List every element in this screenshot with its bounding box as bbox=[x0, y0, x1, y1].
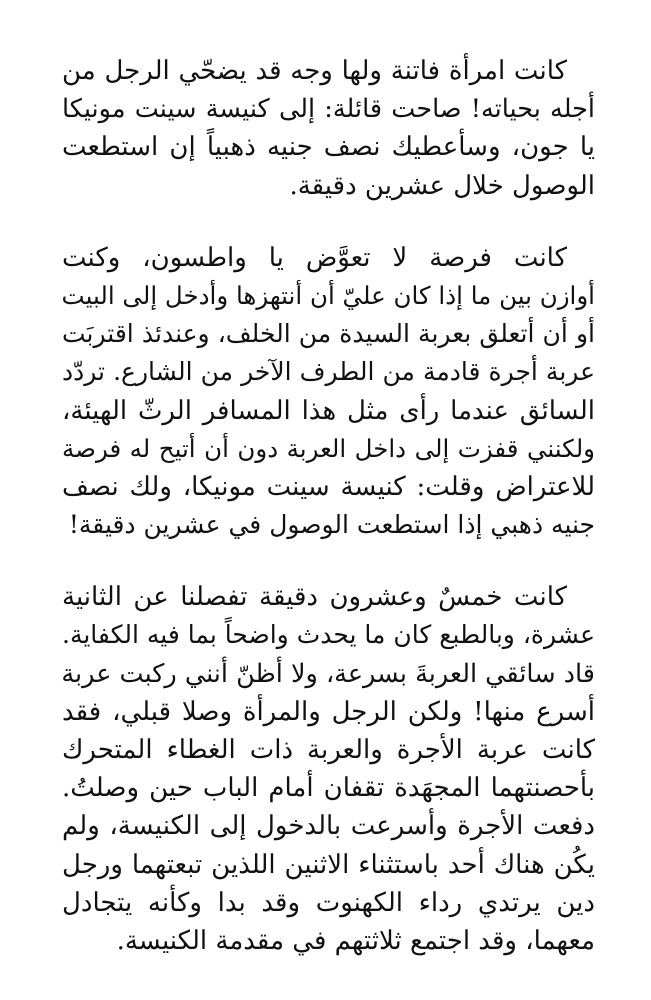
text-line: كانت خمسٌ وعشرون دقيقة تفصلنا عن الثانية bbox=[62, 582, 567, 613]
text-line: قاد سائقي العربةَ بسرعة، ولا أظنّ أنني ركبت عربة bbox=[61, 658, 595, 689]
text-line: كانت امرأة فاتنة ولها وجه قد يضحّي الرجل من bbox=[62, 56, 567, 86]
text-line: أسرع منها! ولكن الرجل والمرأة وصلا قبلي، فقد bbox=[62, 696, 595, 727]
text-line: ولكنني قفزت إلى داخل العربة دون أن أتيح له فرصة bbox=[62, 433, 595, 463]
paragraph-spacer bbox=[62, 544, 595, 578]
text-line: معهما، وقد اجتمع ثلاثتهم في مقدمة الكنيسة. bbox=[116, 925, 595, 956]
text-line: السائق عندما رأى مثل هذا المسافر الرثّ الهيئة، bbox=[62, 395, 595, 426]
text-line: يكُن هناك أحد باستثناء الاثنين اللذين تبعتهما ورجل bbox=[62, 849, 595, 880]
text-line: أوازن بين ما إذا كان عليّ أن أنتهزها وأدخل إلى البيت bbox=[61, 280, 595, 310]
text-line: أو أن أتعلق بعربة السيدة من الخلف، وعندئذ اقتربَت bbox=[62, 319, 595, 349]
text-line: جنيه ذهبي إذا استطعت الوصول في عشرين دقيقة! bbox=[68, 510, 595, 540]
text-line: عشرة، وبالطبع كان ما يحدث واضحاً بما فيه الكفاية. bbox=[62, 620, 595, 650]
paragraph-2 bbox=[62, 239, 595, 545]
paragraph-3 bbox=[62, 578, 595, 960]
text-line: دين يرتدي رداء الكهنوت وقد بدا وكأنه يتجادل bbox=[62, 887, 595, 918]
text-line: دفعت الأجرة وأسرعت بالدخول إلى الكنيسة، ولم bbox=[62, 811, 595, 842]
paragraph-1 bbox=[62, 52, 595, 205]
paragraph-spacer bbox=[62, 205, 595, 239]
text-line: الوصول خلال عشرين دقيقة. bbox=[289, 170, 595, 201]
text-line: عربة أجرة قادمة من الطرف الآخر من الشارع. تردّد bbox=[62, 357, 595, 387]
text-line: للاعتراض وقلت: كنيسة سينت مونيكا، ولك نصف bbox=[62, 471, 595, 502]
text-line: يا جون، وسأعطيك نصف جنيه ذهبياً إن استطعت bbox=[62, 132, 595, 163]
text-line: كانت عربة الأجرة والعربة ذات الغطاء المتحرك bbox=[62, 735, 595, 765]
text-line: كانت فرصة لا تعوَّض يا واطسون، وكنت bbox=[62, 242, 567, 273]
text-line: بأحصنتهما المجهَدة تقفان أمام الباب حين وصلتُ. bbox=[62, 773, 595, 804]
text-line: أجله بحياته! صاحت قائلة: إلى كنيسة سينت مونيكا bbox=[62, 94, 595, 125]
